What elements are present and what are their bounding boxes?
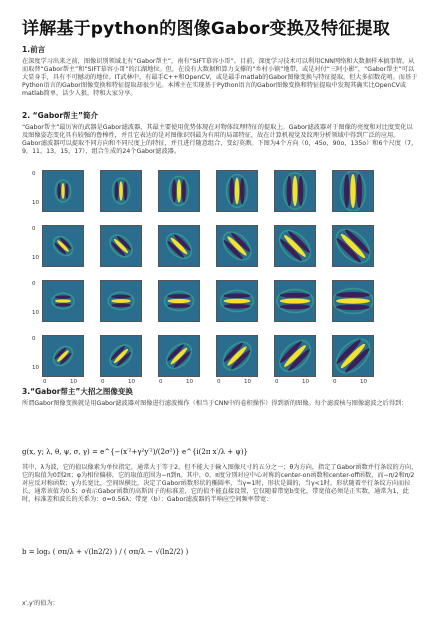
gabor-stripe: [240, 178, 245, 205]
y-tick-label: 10: [32, 255, 39, 261]
x-tick-label: 10: [360, 379, 367, 385]
gabor-stripe: [224, 304, 251, 309]
gabor-stripe: [172, 179, 176, 202]
gabor-stripe: [55, 295, 71, 298]
x-tick-label: 10: [244, 379, 251, 385]
gabor-stripe: [57, 183, 60, 199]
gabor-stripe: [336, 292, 370, 297]
gabor-filter-cell: [274, 225, 316, 267]
x-tick-label: 10: [302, 379, 309, 385]
gabor-stripe: [298, 176, 303, 206]
section-heading-3: 3.“Gabor帮主”大招之图像变换: [22, 387, 133, 396]
section-text-1: 在深度学习出来之前，图像识别领域北有“Gabor帮主”，南有“SIFT慕容小哥”。目前，深度学习技术可以利用CNN网络和大数据样本搞事情，从而取替“Gabor帮主”和“SIFT慕容小哥”的江湖地位。但，在没有大数据和算力支撑的“乡村小镇”地带，或是对付“三阿小影”，“Gabor帮主”可以大显身手，具有不可撼动的地位。IT武林中，有最手C++和OpenCV，或是最手matlab的Gabor图像变换与特征提取，但大多招数花哨。而基于Python语言的Gabor图像变换和特征提取却很少见。本博主在实现基于Python语言的Gabor图像变换和特征提取中发现其确实比OpenCV或matlab简单，话少人狠，特和大家分享。: [22, 58, 418, 97]
gabor-stripe: [111, 295, 131, 299]
gabor-filter-cell: [42, 280, 84, 322]
gabor-filter-cell: [158, 170, 200, 212]
params-text: 其中，λ为波，它的值以像素为单位指定，通常大于等于2。但不能大于输入图像尺寸的五分之一；θ为方向，指定了Gabor函数并行条纹的方向，它的取值为0到2π；φ为相位偏移，它的取值范围为−π到π。其中，0、π度分别对应中心对称的center-on函数和center-off函数，而−π/2和π/2对应反对称函数；γ为长宽比，空间纵横比，决定了Gabor函数形状的椭圆率，当γ=1时，形状是圆的，当γ<1时，形状随着平行条纹方向而拉长，通常该值为0.5；σ表示Gabor函数的高斯因子的标准差，它的值不能直接设置，它仅随着带宽b变化，带宽值必须是正实数，通常为1，此时，标准差和波长的关系为：σ=0.56λ；带宽（b）：Gabor滤波器的半响应空间频率带宽：: [22, 464, 418, 503]
gabor-stripe: [229, 178, 234, 205]
gabor-stripe: [280, 304, 310, 309]
x-tick-label: 0: [333, 379, 337, 385]
section-text-3: 所谓Gabor图像变换就是用Gabor滤波器对图像进行滤波操作（相当于CNN中的卷积操作）得到新的图像。每个滤波核与图像滤波之后得到：: [22, 400, 408, 407]
gabor-stripe: [167, 294, 190, 298]
gabor-filter-cell: [42, 225, 84, 267]
gabor-stripe: [55, 303, 71, 306]
x-tick-label: 0: [101, 379, 105, 385]
gabor-stripe: [111, 299, 131, 303]
gabor-filter-cell: [158, 225, 200, 267]
y-tick-label: 10: [32, 310, 39, 316]
after-text: x′,y′的值为：: [22, 600, 59, 607]
y-tick-label: 0: [32, 336, 36, 342]
x-tick-label: 10: [128, 379, 135, 385]
gabor-filter-cell: [216, 280, 258, 322]
gabor-filter-cell: [332, 225, 374, 267]
gabor-stripe: [344, 174, 349, 208]
gabor-filter-cell: [216, 225, 258, 267]
gabor-formula: g(x, y; λ, θ, ψ, σ, γ) = e^{−(x′²+γ²y′²)/(2σ²)} e^{i(2π x′/λ + ψ)}: [22, 448, 249, 456]
x-tick-label: 0: [275, 379, 279, 385]
bandwidth-formula: b = log₂ ( σπ/λ + √(ln2/2) ) / ( σπ/λ − √(ln2/2) ): [22, 548, 189, 556]
gabor-stripe: [224, 293, 251, 298]
x-tick-label: 10: [70, 379, 77, 385]
gabor-stripe: [177, 179, 181, 202]
gabor-stripe: [65, 183, 68, 199]
gabor-filter-cell: [274, 280, 316, 322]
gabor-filter-cell: [274, 335, 316, 377]
gabor-stripe: [167, 299, 190, 303]
gabor-stripe: [123, 181, 127, 201]
y-tick-label: 0: [32, 281, 36, 287]
gabor-filter-cell: [100, 170, 142, 212]
gabor-filter-cell: [274, 170, 316, 212]
gabor-stripe: [55, 299, 71, 302]
y-tick-label: 10: [32, 200, 39, 206]
gabor-filter-cell: [100, 280, 142, 322]
gabor-filter-cell: [42, 335, 84, 377]
page-title: 详解基于python的图像Gabor变换及特征提取: [22, 19, 390, 39]
gabor-filter-grid: [32, 170, 394, 385]
y-tick-label: 10: [32, 365, 39, 371]
y-tick-label: 0: [32, 171, 36, 177]
gabor-filter-cell: [332, 335, 374, 377]
gabor-filter-cell: [216, 335, 258, 377]
y-tick-label: 0: [32, 226, 36, 232]
gabor-filter-cell: [332, 280, 374, 322]
section-heading-1: 1.前言: [22, 45, 46, 54]
gabor-stripe: [292, 176, 297, 206]
gabor-filter-cell: [158, 335, 200, 377]
gabor-filter-cell: [216, 170, 258, 212]
gabor-stripe: [182, 179, 186, 202]
x-tick-label: 0: [43, 379, 47, 385]
gabor-stripe: [280, 293, 310, 298]
x-tick-label: 10: [186, 379, 193, 385]
gabor-stripe: [287, 176, 292, 206]
gabor-stripe: [61, 183, 64, 199]
gabor-stripe: [224, 299, 251, 304]
section-text-2: “Gabor帮主”最厉害的武器是Gabor滤波器，其最主要使用优势体现在对物体纹理特征的提取上。Gabor滤波器对于图像的亮度和对比度变化以及图像姿态变化具有较强的鲁棒性，并且它表达的是对图像识别最为有用的局部特征，故在计算机视觉及纹理分析领域中得到广泛的应用。Gabor滤波器可以提取不同方向和不同尺度上的特征，并且进行随意组合，变幻莫测。下图为4个方向（0，45o，90o，135o）和6个尺度（7，9，11，13，15，17），组合生成的24个Gabor滤波器。: [22, 124, 418, 155]
x-tick-label: 0: [159, 379, 163, 385]
section-heading-2: 2. “Gabor帮主”简介: [22, 111, 98, 120]
gabor-filter-cell: [100, 335, 142, 377]
gabor-stripe: [235, 178, 240, 205]
gabor-stripe: [115, 181, 119, 201]
gabor-stripe: [357, 174, 362, 208]
gabor-filter-cell: [158, 280, 200, 322]
gabor-filter-cell: [100, 225, 142, 267]
gabor-filter-cell: [332, 170, 374, 212]
gabor-stripe: [167, 304, 190, 308]
gabor-stripe: [336, 298, 370, 303]
gabor-stripe: [119, 181, 123, 201]
gabor-stripe: [336, 305, 370, 310]
gabor-filter-cell: [42, 170, 84, 212]
x-tick-label: 0: [217, 379, 221, 385]
gabor-stripe: [350, 174, 355, 208]
gabor-stripe: [111, 303, 131, 307]
gabor-stripe: [280, 298, 310, 303]
